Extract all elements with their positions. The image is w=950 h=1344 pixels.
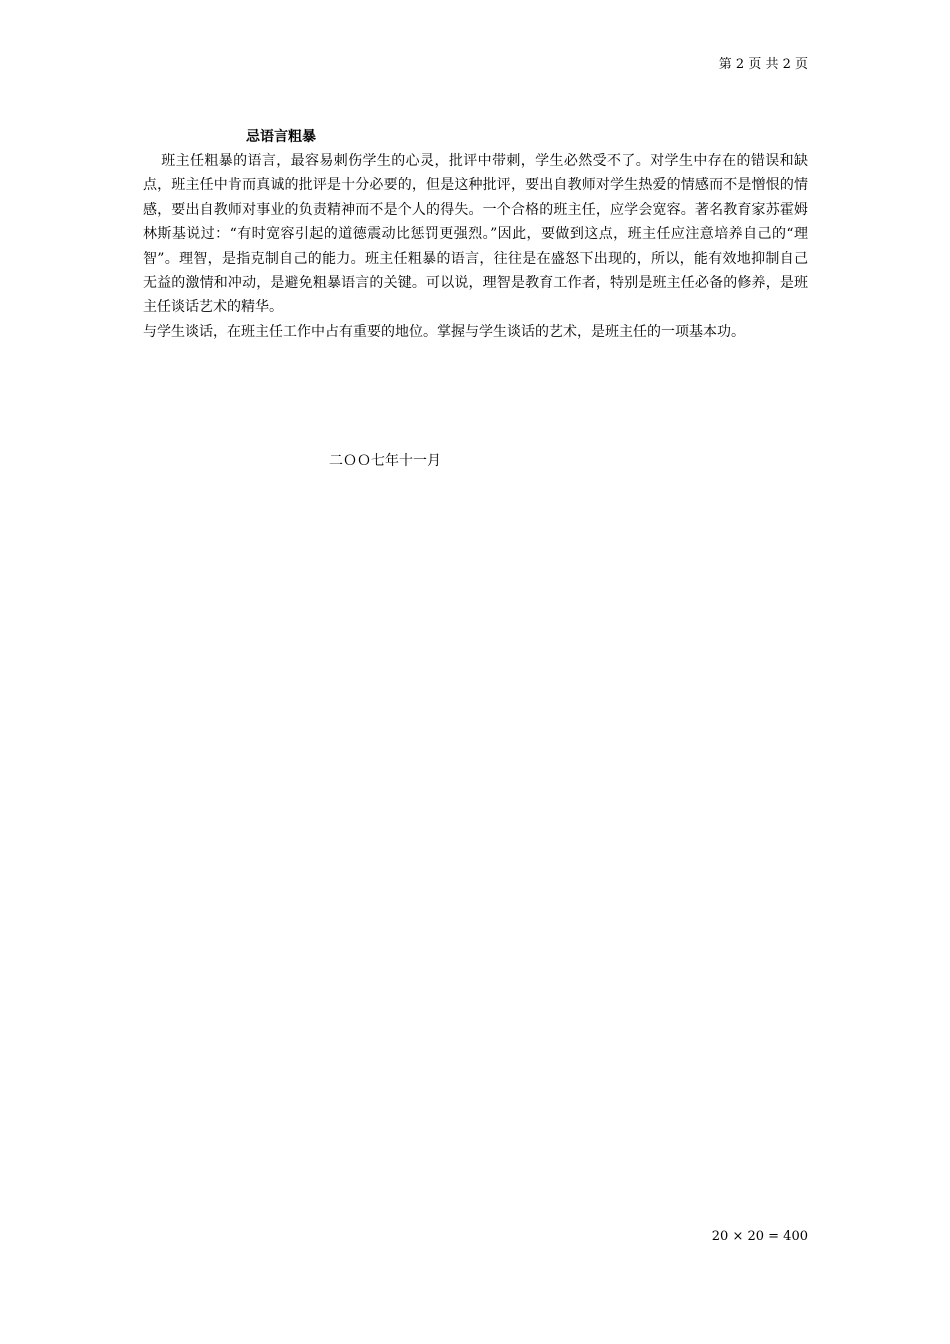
paragraph-2: 与学生谈话，在班主任工作中占有重要的地位。掌握与学生谈话的艺术，是班主任的一项基本功。 xyxy=(143,323,745,340)
date-line: 二ＯＯ七年十一月 xyxy=(329,453,441,469)
grid-count-footer: 20 × 20 = 400 xyxy=(711,1229,808,1244)
page-number-header: 第 2 页 共 2 页 xyxy=(718,57,808,72)
section-heading: 忌语言粗暴 xyxy=(246,129,316,145)
body-text xyxy=(143,149,808,344)
paragraph-1: 班主任粗暴的语言，最容易刺伤学生的心灵，批评中带刺，学生必然受不了。对学生中存在的错误和缺点，班主任中肯而真诚的批评是十分必要的，但是这种批评，要出自教师对学生热爱的情感而不是憎恨的情感，要出自教师对事业的负责精神而不是个人的得失。一个合格的班主任，应学会宽容。著名教育家苏霍姆林斯基说过：“有时宽容引起的道德震动比惩罚更强烈。”因此，要做到这点，班主任应注意培养自己的“理智”。理智，是指克制自己的能力。班主任粗暴的语言，往往是在盛怒下出现的，所以，能有效地抑制自己无益的激情和冲动，是避免粗暴语言的关键。可以说，理智是教育工作者，特别是班主任必备的修养，是班主任谈话艺术的精华。 xyxy=(143,153,808,316)
